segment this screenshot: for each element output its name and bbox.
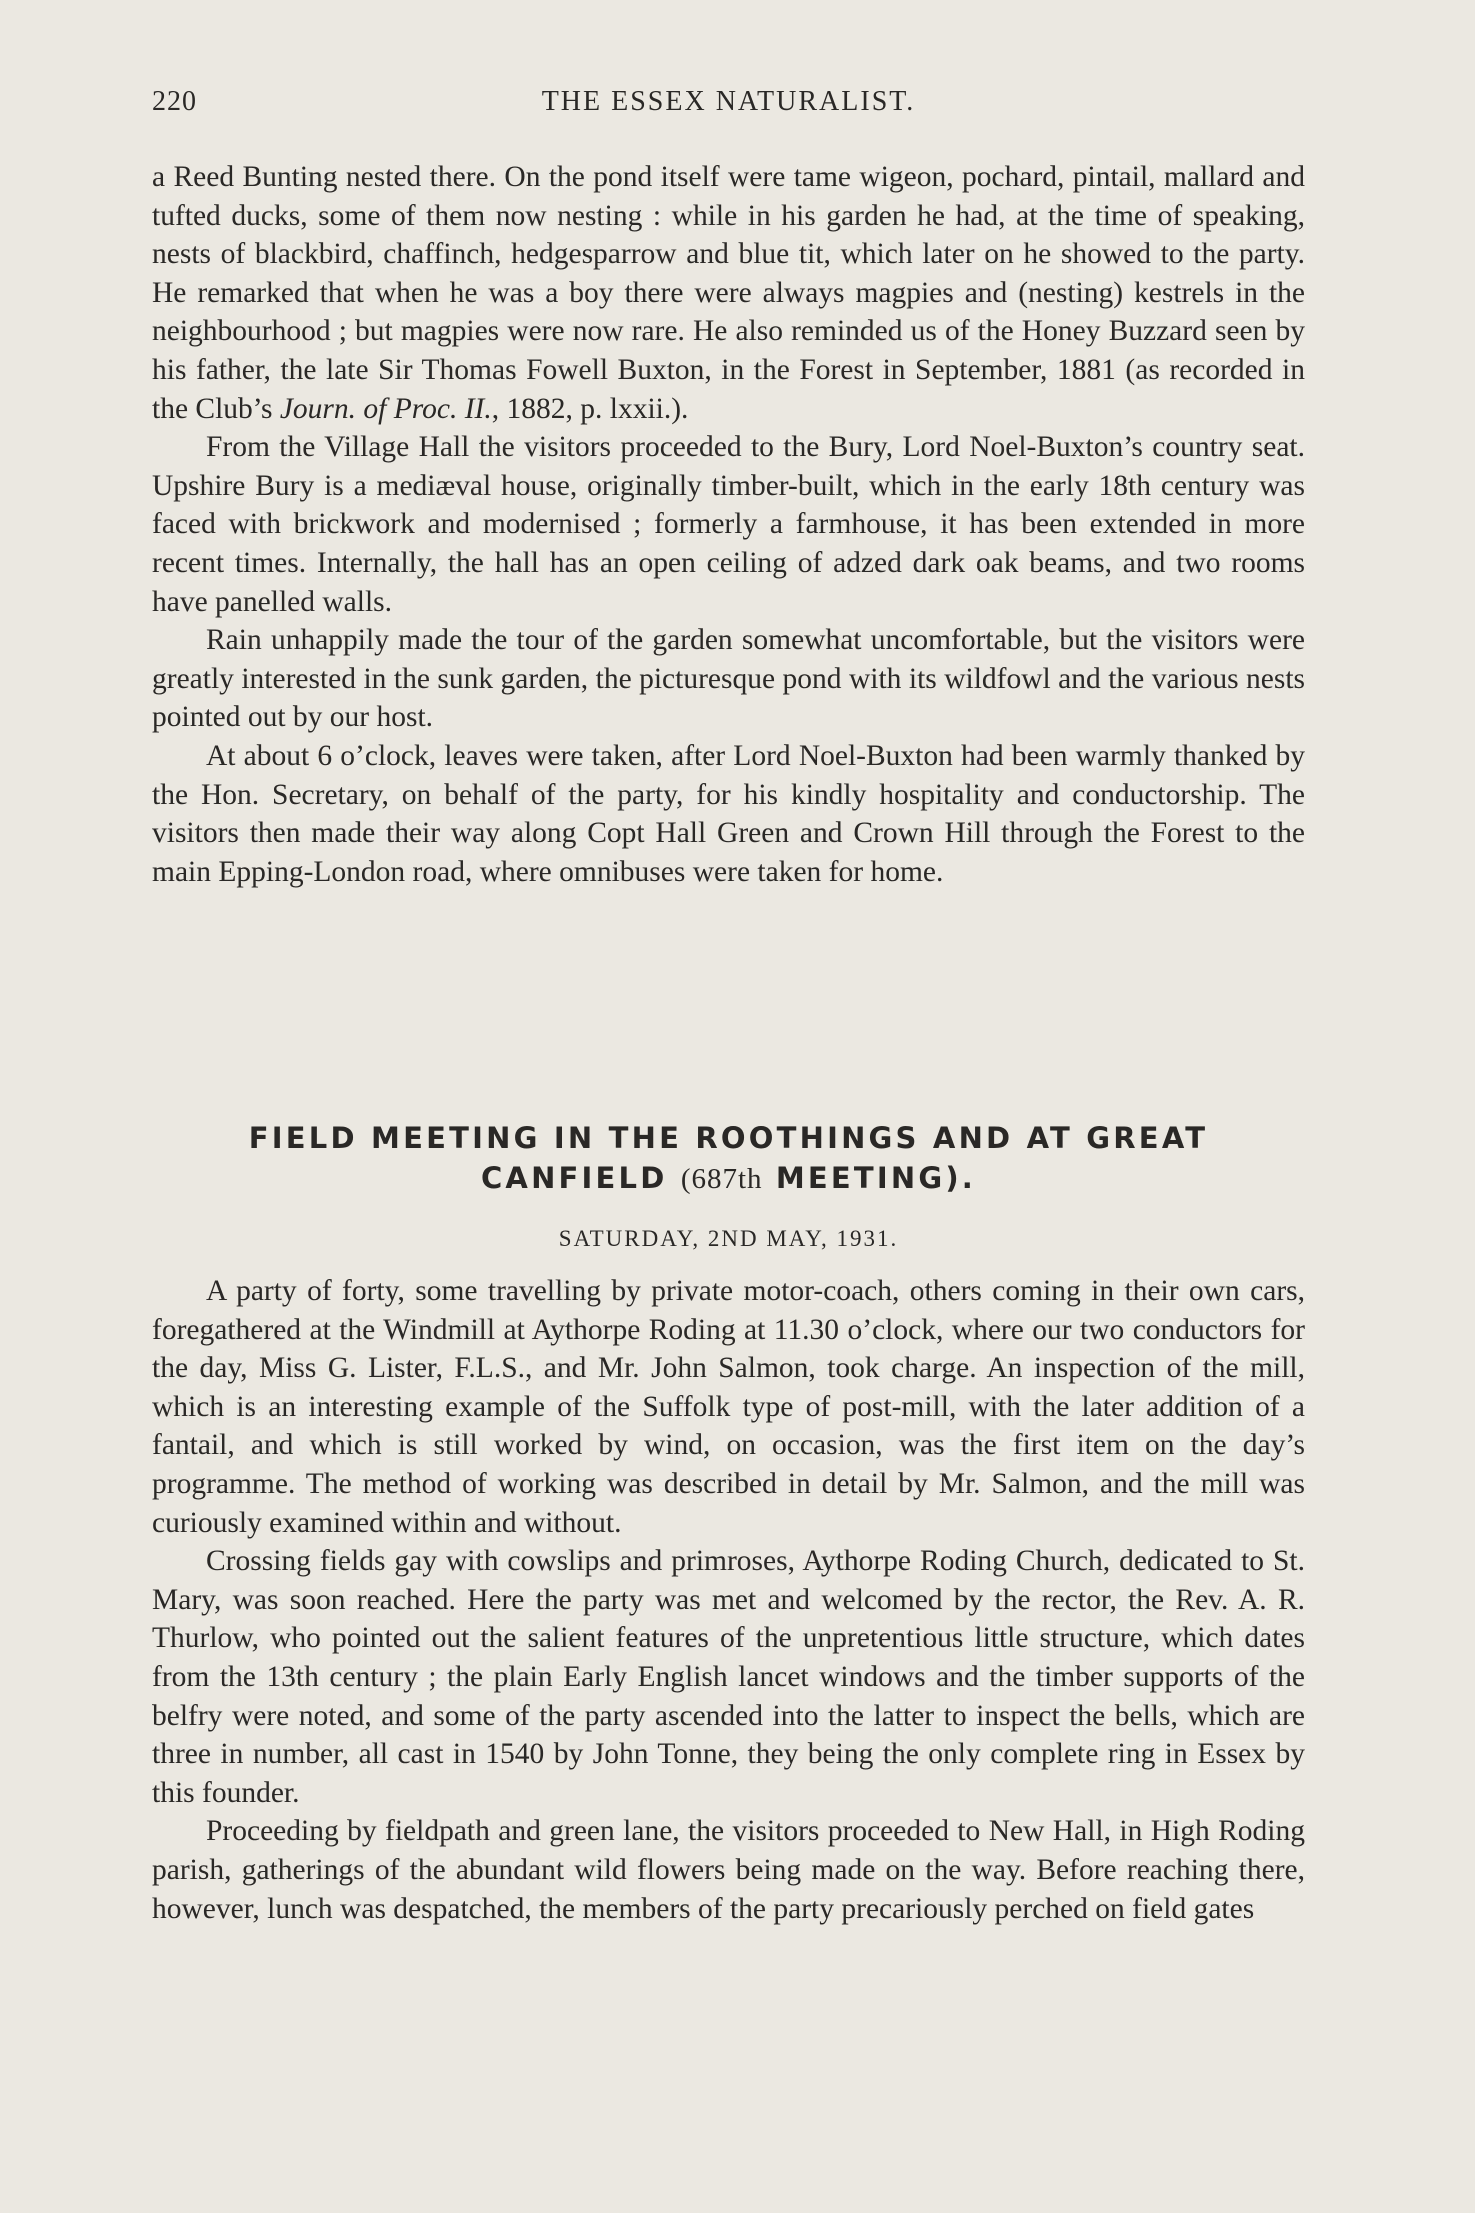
section-heading-line: FIELD MEETING IN THE ROOTHINGS AND AT GREAT <box>248 1121 1209 1155</box>
paragraph: Proceeding by fieldpath and green lane, the visitors proceeded to New Hall, in High Roding parish, gatherings of the abundant wild flowers being made on the way. Before reaching there, however, lunch was despatched, the members of the party precariously perched on field gates <box>152 1815 1305 1925</box>
section-heading-line: CANFIELD <box>480 1161 668 1195</box>
paragraph: A party of forty, some travelling by private motor-coach, others coming in their own cars, foregathered at the Windmill at Aythorpe Roding at 11.30 o’clock, where our two conductors for the day, Miss G. Lister, F.L.S., and Mr. John Salmon, took charge. An inspection of the mill, which is an interesting example of the Suffolk type of post-mill, with the later addition of a fantail, and which is still worked by wind, on occasion, was the first item on the day’s programme. The method of working was described in detail by Mr. Salmon, and the mill was curiously examined within and without. <box>152 1275 1305 1539</box>
running-head <box>152 86 1305 126</box>
section-date: SATURDAY, 2ND MAY, 1931. <box>558 1226 899 1251</box>
page-number: 220 <box>152 86 197 117</box>
journal-citation: Journ. of Proc. II. <box>279 392 492 425</box>
meeting-number: (687th <box>680 1163 763 1195</box>
journal-title: THE ESSEX NATURALIST. <box>541 86 916 117</box>
paragraph-text: , 1882, p. lxxii.). <box>491 392 689 425</box>
paragraph: From the Village Hall the visitors proceeded to the Bury, Lord Noel-Buxton’s country seat. Upshire Bury is a mediæval house, originally timber-built, which in the early 18th century was faced with brickwork and modernised ; formerly a farmhouse, it has been extended in more recent times. Internally, the hall has an open ceiling of adzed dark oak beams, and two rooms have panelled walls. <box>152 431 1305 618</box>
paragraph <box>152 158 1305 428</box>
continued-article-text <box>152 158 1305 891</box>
section-heading <box>152 1118 1305 1199</box>
paragraph: Crossing fields gay with cowslips and primroses, Aythorpe Roding Church, dedicated to St. Mary, was soon reached. Here the party was met and welcomed by the rector, the Rev. A. R. Thurlow, who pointed out the salient features of the unpretentious little structure, which dates from the 13th century ; the plain Early English lancet windows and the timber supports of the belfry were noted, and some of the party ascended into the latter to inspect the bells, which are three in number, all cast in 1540 by John Tonne, they being the only complete ring in Essex by this founder. <box>152 1545 1305 1809</box>
section-heading-line: MEETING). <box>775 1161 977 1195</box>
paragraph-text: a Reed Bunting nested there. On the pond itself were tame wigeon, pochard, pintail, mallard and tufted ducks, some of them now nesting : while in his garden he had, at the time of speaking, nests of blackbird, chaffinch, hedgesparrow and blue tit, which later on he showed to the party. He remarked that when he was a boy there were always magpies and (nesting) kestrels in the neighbourhood ; but magpies were now rare. He also reminded us of the Honey Buzzard seen by his father, the late Sir Thomas Fowell Buxton, in the Forest in September, 1881 (as recorded in the Club’s <box>152 161 1305 425</box>
paragraph: Rain unhappily made the tour of the garden somewhat uncomfortable, but the visitors were greatly interested in the sunk garden, the picturesque pond with its wildfowl and the various nests pointed out by our host. <box>152 624 1305 734</box>
paragraph: At about 6 o’clock, leaves were taken, after Lord Noel-Buxton had been warmly thanked by the Hon. Secretary, on behalf of the party, for his kindly hospitality and conductorship. The visitors then made their way along Copt Hall Green and Crown Hill through the Forest to the main Epping-London road, where omnibuses were taken for home. <box>152 739 1305 888</box>
section-article-text <box>152 1272 1305 1928</box>
